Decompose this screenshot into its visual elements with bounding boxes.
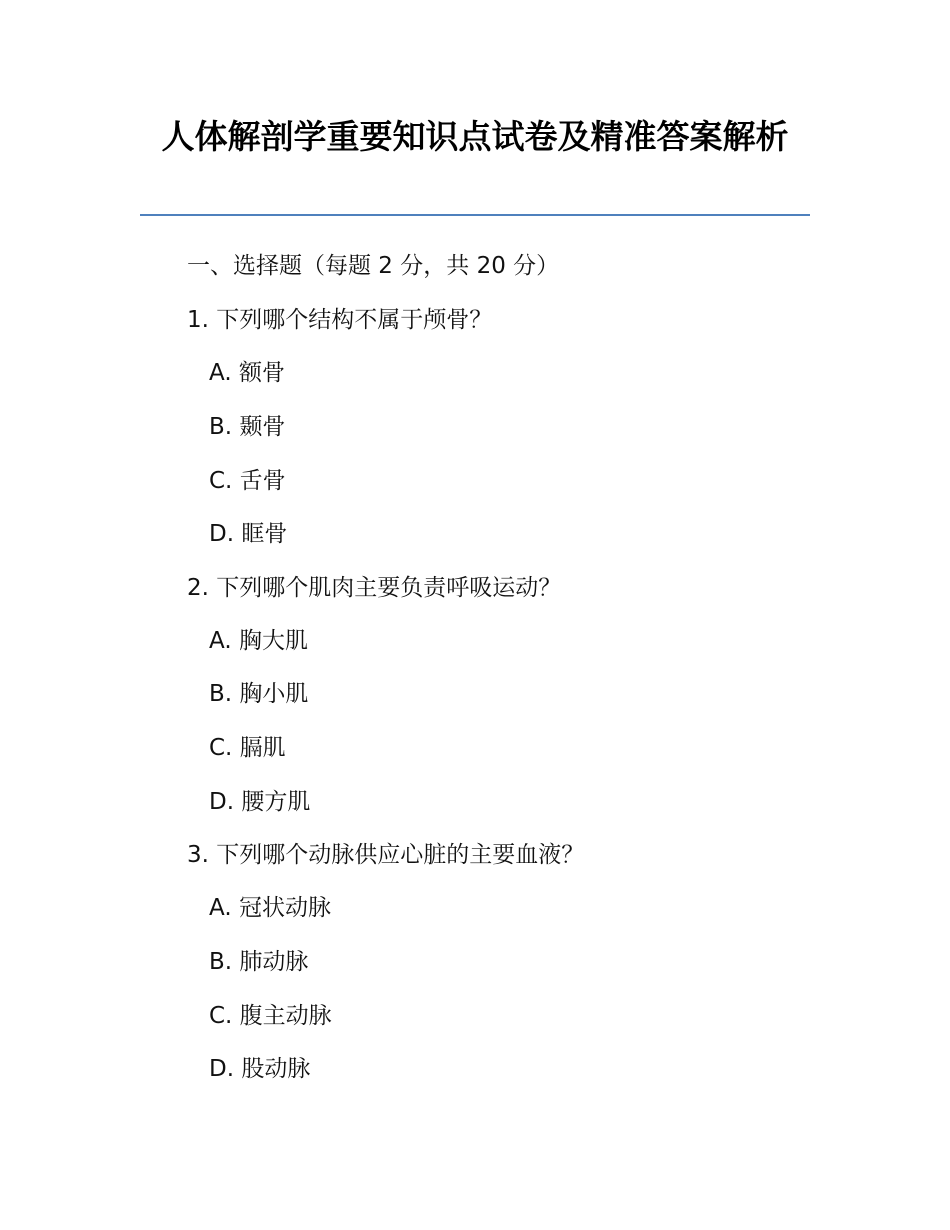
document-title: 人体解剖学重要知识点试卷及精准答案解析 xyxy=(161,117,789,156)
question-3-stem: 3. 下列哪个动脉供应心脏的主要血液？ xyxy=(187,842,585,868)
question-2-option-a: A. 胸大肌 xyxy=(209,628,308,654)
question-1-option-a: A. 额骨 xyxy=(209,360,285,386)
question-2-option-d: D. 腰方肌 xyxy=(209,789,311,815)
section-heading: 一、选择题（每题 2 分，共 20 分） xyxy=(187,253,560,279)
question-3-option-c: C. 腹主动脉 xyxy=(209,1003,332,1029)
question-1-option-c: C. 舌骨 xyxy=(209,468,286,494)
question-2-option-b: B. 胸小肌 xyxy=(209,681,309,707)
question-1-stem: 1. 下列哪个结构不属于颅骨？ xyxy=(187,307,493,333)
question-2-option-c: C. 膈肌 xyxy=(209,735,286,761)
question-1-option-d: D. 眶骨 xyxy=(209,521,288,547)
question-3-option-d: D. 股动脉 xyxy=(209,1056,311,1082)
question-2-stem: 2. 下列哪个肌肉主要负责呼吸运动？ xyxy=(187,575,562,601)
title-divider xyxy=(140,214,810,216)
question-3-option-b: B. 肺动脉 xyxy=(209,949,309,975)
question-3-option-a: A. 冠状动脉 xyxy=(209,895,331,921)
question-1-option-b: B. 颞骨 xyxy=(209,414,286,440)
